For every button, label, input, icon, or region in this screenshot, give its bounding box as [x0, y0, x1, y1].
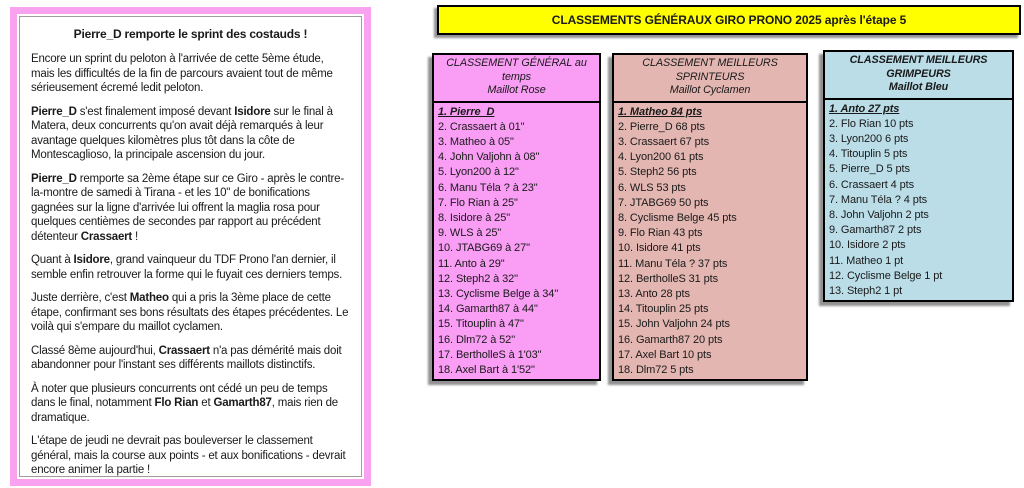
table-maillot-rose: [432, 53, 601, 381]
text-run: s'est finalement imposé devant: [76, 105, 235, 118]
table-row: 12. Steph2 à 32": [438, 272, 518, 285]
table-maillot-cyclamen: [612, 53, 808, 381]
table-row: 11. Anto à 29": [438, 257, 505, 270]
text-run: Pierre_D: [31, 172, 77, 185]
text-run: L'étape de jeudi ne devrait pas bouleverser le classement général, mais la course aux points - et aux bonifications - devrait encore animer la partie !: [31, 435, 346, 476]
table-row: 10. JTABG69 à 27": [438, 242, 530, 255]
text-run: Isidore: [234, 105, 271, 118]
paragraph: [31, 253, 350, 282]
table-row: 8. Cyclisme Belge 45 pts: [618, 211, 737, 224]
table-row: 4. John Valjohn à 08": [438, 151, 540, 164]
table-header-line1: CLASSEMENT GÉNÉRAL au temps: [446, 57, 587, 83]
table-row: 10. Isidore 2 pts: [829, 239, 906, 252]
text-run: Pierre_D: [31, 105, 77, 118]
text-run: Classé 8ème aujourd'hui,: [31, 344, 159, 357]
table-row: 6. Crassaert 4 pts: [829, 178, 915, 191]
table-row: 18. Axel Bart à 1'52": [438, 363, 535, 376]
table-header: [614, 55, 806, 103]
table-row: 4. Lyon200 61 pts: [618, 151, 704, 164]
table-row: 10. Isidore 41 pts: [618, 242, 701, 255]
text-run: Isidore: [73, 254, 110, 266]
table-header-line1: CLASSEMENT MEILLEURS GRIMPEURS: [849, 54, 988, 80]
table-header-line2: Maillot Bleu: [888, 81, 949, 93]
text-run: Gamarth87: [213, 397, 272, 409]
table-row: 3. Crassaert 67 pts: [618, 135, 710, 148]
paragraph: [31, 382, 350, 426]
table-row: 9. Flo Rian 43 pts: [618, 227, 703, 240]
paragraph: [31, 434, 350, 477]
table-row: 3. Matheo à 05": [438, 135, 514, 148]
article-box: [10, 7, 371, 486]
banner: [437, 5, 1021, 35]
table-row: 7. JTABG69 50 pts: [618, 196, 709, 209]
table-row: 11. Matheo 1 pt: [829, 254, 904, 267]
article-title: Pierre_D remporte le sprint des costauds !: [73, 27, 308, 41]
table-row: 8. Isidore à 25": [438, 211, 511, 224]
table-row: 1. Anto 27 pts: [829, 102, 900, 115]
text-run: Crassaert: [158, 344, 210, 357]
table-row: 16. Gamarth87 20 pts: [618, 333, 723, 346]
table-row: 11. Manu Téla ? 37 pts: [618, 257, 728, 270]
table-row: 15. John Valjohn 24 pts: [618, 318, 730, 331]
table-row: 15. Titouplin à 47": [438, 318, 524, 331]
table-header-line1: CLASSEMENT MEILLEURS SPRINTEURS: [642, 57, 778, 83]
text-run: Quant à: [31, 254, 74, 266]
table-row: 8. John Valjohn 2 pts: [829, 208, 929, 221]
text-run: et: [198, 397, 214, 409]
table-row: 6. WLS 53 pts: [618, 181, 686, 194]
table-row: 7. Manu Téla ? 4 pts: [829, 193, 928, 206]
table-row: 7. Flo Rian à 25": [438, 196, 518, 209]
text-run: Crassaert: [80, 230, 133, 243]
text-run: Encore un sprint du peloton à l'arrivée de cette 5ème étude, mais les difficultés de la fin de parcours avaient tout de même sérieusement écremé ledit peloton.: [31, 53, 333, 94]
text-run: remporte sa 2ème étape sur ce Giro - après le contre-la-montre de samedi à Tirana - et les 10" de bonifications gagnées sur la ligne d'arrivée lui offrent la maglia rosa pour quelques centièmes de secondes par rapport au précédent détenteur: [31, 172, 344, 243]
text-run: !: [132, 230, 139, 243]
table-row: 12. Cyclisme Belge 1 pt: [829, 269, 943, 282]
table-header-line2: Maillot Cyclamen: [669, 84, 751, 96]
text-run: sur le final à Matera, deux concurrents qu'on avait déjà remarqués à leur avantage quelques kilomètres plus tôt dans la côte de Montescaglioso, la principale ascension du jour.: [31, 105, 333, 161]
table-row: 13. Anto 28 pts: [618, 287, 690, 300]
table-row: 2. Flo Rian 10 pts: [829, 117, 914, 130]
table-row: 6. Manu Téla ? à 23": [438, 181, 538, 194]
table-body: [825, 100, 1012, 301]
banner-title: CLASSEMENTS GÉNÉRAUX GIRO PRONO 2025 après l'étape 5: [551, 13, 907, 27]
table-body: [434, 103, 599, 380]
text-run: n'a pas démérité mais doit abandonner pour l'instant ses différents maillots distinctifs.: [31, 344, 342, 371]
text-run: Juste derrière, c'est: [31, 292, 130, 304]
paragraph: [31, 52, 350, 96]
table-row: 14. Gamarth87 à 44": [438, 303, 538, 316]
table-row: 1. Matheo 84 pts: [618, 105, 702, 118]
table-header-line2: Maillot Rose: [487, 84, 546, 96]
article-inner: [19, 16, 362, 477]
table-row: 3. Lyon200 6 pts: [829, 132, 909, 145]
paragraph: [31, 105, 350, 163]
text-run: , mais rien de dramatique.: [31, 397, 338, 424]
text-run: Matheo: [129, 292, 169, 304]
paragraph: [31, 344, 350, 373]
text-run: À noter que plusieurs concurrents ont cédé un peu de temps dans le final, notamment: [31, 382, 328, 409]
table-row: 14. Titouplin 25 pts: [618, 303, 709, 316]
text-run: qui a pris la 3ème place de cette étape, confirmant ses bons résultats des étapes précédentes. Le voilà qui s'empare du maillot cyclamen.: [31, 292, 349, 333]
table-row: 9. Gamarth87 2 pts: [829, 224, 922, 237]
table-row: 16. Dlm72 à 52": [438, 333, 516, 346]
text-run: , grand vainqueur du TDF Prono l'an dernier, il semble enfin retrouver la forme qui le fuyait ces derniers temps.: [31, 254, 343, 281]
paragraph: [31, 291, 350, 335]
table-maillot-bleu: [823, 50, 1014, 302]
text-run: Flo Rian: [154, 397, 199, 409]
table-row: 2. Pierre_D 68 pts: [618, 120, 705, 133]
table-row: 12. BertholleS 31 pts: [618, 272, 719, 285]
table-row: 1. Pierre_D: [438, 105, 495, 118]
article-body: [31, 52, 350, 477]
table-row: 2. Crassaert à 01": [438, 120, 525, 133]
table-header: [434, 55, 599, 103]
table-row: 9. WLS à 25": [438, 227, 502, 240]
table-row: 13. Steph2 1 pt: [829, 284, 903, 297]
table-header: [825, 52, 1012, 100]
table-row: 4. Titouplin 5 pts: [829, 148, 908, 161]
table-row: 13. Cyclisme Belge à 34": [438, 287, 559, 300]
paragraph: [31, 172, 350, 245]
table-row: 17. Axel Bart 10 pts: [618, 348, 712, 361]
table-row: 5. Pierre_D 5 pts: [829, 163, 910, 176]
table-row: 5. Lyon200 à 12": [438, 166, 519, 179]
table-body: [614, 103, 806, 380]
table-row: 5. Steph2 56 pts: [618, 166, 697, 179]
table-row: 17. BertholleS à 1'03": [438, 348, 542, 361]
table-row: 18. Dlm72 5 pts: [618, 363, 694, 376]
